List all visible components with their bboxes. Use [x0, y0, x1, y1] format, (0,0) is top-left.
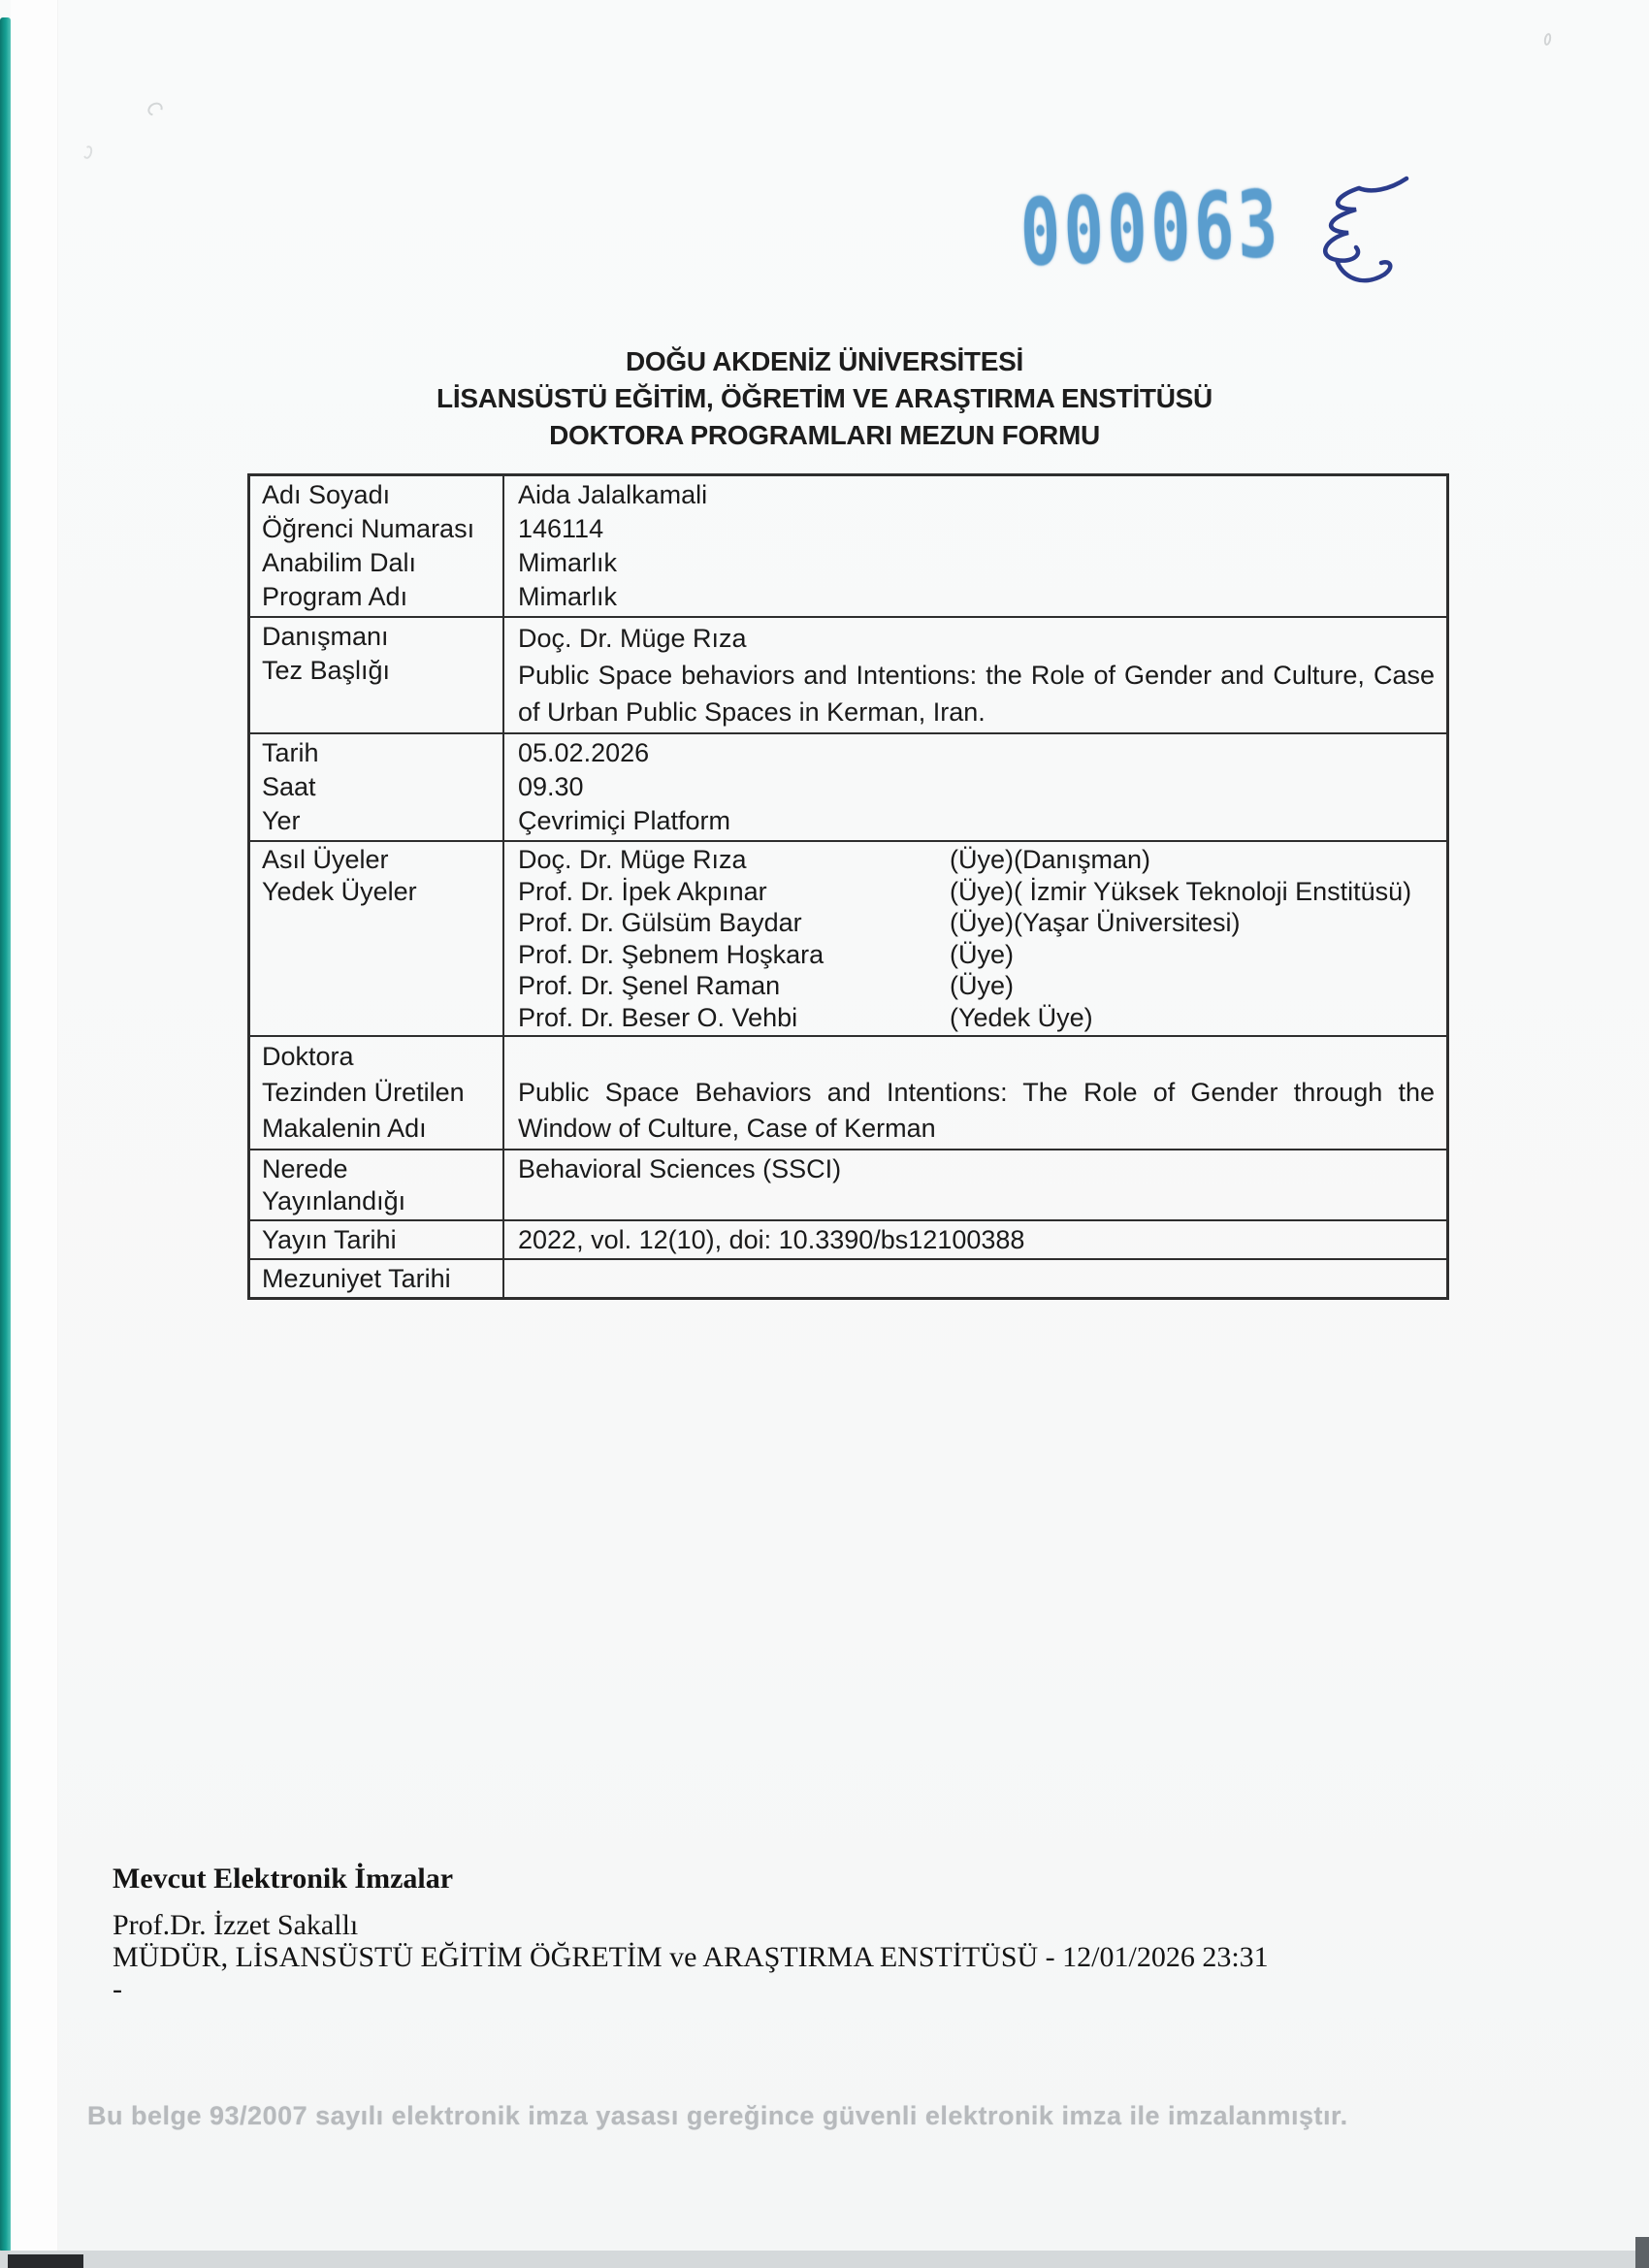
value-yer: Çevrimiçi Platform [518, 806, 731, 835]
label-saat: Saat [262, 772, 316, 801]
student-info-labels [250, 476, 504, 616]
legal-disclaimer: Bu belge 93/2007 sayılı elektronik imza yasası gereğince güvenli elektronik imza ile imzalanmıştır. [87, 2101, 1348, 2130]
signatures-heading: Mevcut Elektronik İmzalar [113, 1863, 454, 1895]
committee-member-role: (Üye) [950, 939, 1014, 969]
electronic-signatures-block [113, 1863, 1471, 2005]
committee-member-name: Prof. Dr. Şenel Raman [518, 971, 781, 1000]
article-value [504, 1037, 1446, 1149]
label-yayin-tarihi: Yayın Tarihi [250, 1221, 504, 1258]
handwritten-initial-signature [1273, 167, 1413, 303]
publication-date-row [250, 1221, 1446, 1260]
committee-member-row [518, 844, 1435, 876]
committee-member-name: Prof. Dr. Gülsüm Baydar [518, 908, 802, 937]
student-info-block [250, 476, 1446, 618]
scan-corner-mark [1635, 2237, 1649, 2268]
scan-edge-strip [0, 17, 11, 2252]
label-makalenin-adi: Makalenin Adı [262, 1114, 427, 1143]
pencil-smudge [81, 145, 93, 160]
form-table [247, 473, 1449, 1300]
jury-block [250, 842, 1446, 1037]
header-form-title: DOKTORA PROGRAMLARI MEZUN FORMU [549, 420, 1100, 450]
advisor-thesis-labels [250, 618, 504, 732]
label-nerede-yayinlandigi: Nerede Yayınlandığı [250, 1150, 504, 1219]
value-tez-basligi: Public Space behaviors and Intentions: the Role of Gender and Culture, Case of Urban Public Spaces in Kerman, Iran. [518, 661, 1435, 727]
schedule-labels [250, 734, 504, 840]
published-in-row [250, 1150, 1446, 1221]
value-ogrenci-numarasi: 146114 [518, 514, 604, 543]
label-anabilim-dali: Anabilim Dalı [262, 548, 417, 577]
value-program-adi: Mimarlık [518, 582, 617, 611]
committee-member-row [518, 907, 1435, 939]
committee-member-name: Prof. Dr. Beser O. Vehbi [518, 1002, 798, 1032]
scan-paper-edge [11, 0, 58, 2268]
label-asil-uyeler: Asıl Üyeler [262, 845, 389, 874]
label-doktora: Doktora [262, 1042, 354, 1071]
label-ogrenci-numarasi: Öğrenci Numarası [262, 514, 475, 543]
header-university: DOĞU AKDENİZ ÜNİVERSİTESİ [626, 346, 1023, 376]
value-tarih: 05.02.2026 [518, 738, 650, 767]
schedule-values [504, 734, 1446, 840]
value-yayin-tarihi: 2022, vol. 12(10), doi: 10.3390/bs12100388 [518, 1225, 1025, 1254]
committee-member-name: Prof. Dr. Şebnem Hoşkara [518, 939, 824, 969]
label-danismani: Danışmanı [262, 622, 389, 651]
defense-schedule-block [250, 734, 1446, 842]
committee-member-name: Prof. Dr. İpek Akpınar [518, 876, 767, 906]
committee-member-name: Doç. Dr. Müge Rıza [518, 845, 747, 874]
committee-member-role: (Üye)(Danışman) [950, 845, 1151, 874]
page-number-stamp: 000063 [1018, 171, 1283, 287]
label-program-adi: Program Adı [262, 582, 408, 611]
value-saat: 09.30 [518, 772, 584, 801]
committee-member-role: (Üye)( İzmir Yüksek Teknoloji Enstitüsü) [950, 876, 1412, 906]
value-makale-adi: Public Space Behaviors and Intentions: The Role of Gender through the Window of Culture, Case of Kerman [518, 1078, 1435, 1143]
label-yedek-uyeler: Yedek Üyeler [262, 876, 417, 906]
article-block [250, 1037, 1446, 1150]
signer-title-and-timestamp: MÜDÜR, LİSANSÜSTÜ EĞİTİM ÖĞRETİM ve ARAŞTIRMA ENSTİTÜSÜ - 12/01/2026 23:31 [113, 1941, 1269, 1973]
scan-bottom-band [0, 2251, 1649, 2268]
committee-member-role: (Üye)(Yaşar Üniversitesi) [950, 908, 1241, 937]
article-labels [250, 1037, 504, 1149]
label-tezinden-uretilen: Tezinden Üretilen [262, 1078, 465, 1107]
student-info-values [504, 476, 1446, 616]
value-adi-soyadi: Aida Jalalkamali [518, 480, 708, 509]
advisor-thesis-values [504, 618, 1446, 732]
document-header [223, 343, 1426, 454]
committee-member-row [518, 939, 1435, 971]
label-yer: Yer [262, 806, 301, 835]
label-adi-soyadi: Adı Soyadı [262, 480, 391, 509]
value-danismani: Doç. Dr. Müge Rıza [518, 624, 747, 653]
pencil-smudge [146, 100, 165, 118]
scan-corner-mark [8, 2254, 83, 2268]
committee-member-role: (Yedek Üye) [950, 1002, 1093, 1032]
jury-labels [250, 842, 504, 1035]
value-anabilim-dali: Mimarlık [518, 548, 617, 577]
graduation-date-row [250, 1260, 1446, 1297]
jury-members [504, 842, 1446, 1035]
signer-name: Prof.Dr. İzzet Sakallı [113, 1909, 359, 1941]
committee-member-row [518, 1002, 1435, 1034]
committee-member-row [518, 876, 1435, 908]
label-tarih: Tarih [262, 738, 319, 767]
advisor-thesis-block [250, 618, 1446, 734]
committee-member-role: (Üye) [950, 971, 1014, 1000]
header-institute: LİSANSÜSTÜ EĞİTİM, ÖĞRETİM VE ARAŞTIRMA ENSTİTÜSÜ [436, 383, 1212, 413]
signature-separator-dash: - [113, 1973, 122, 2005]
label-mezuniyet-tarihi: Mezuniyet Tarihi [250, 1260, 504, 1297]
committee-member-row [518, 970, 1435, 1002]
value-nerede-yayinlandigi: Behavioral Sciences (SSCI) [518, 1154, 842, 1183]
scan-speck [1543, 32, 1553, 46]
value-mezuniyet-tarihi [504, 1260, 1446, 1297]
label-tez-basligi: Tez Başlığı [262, 656, 391, 685]
